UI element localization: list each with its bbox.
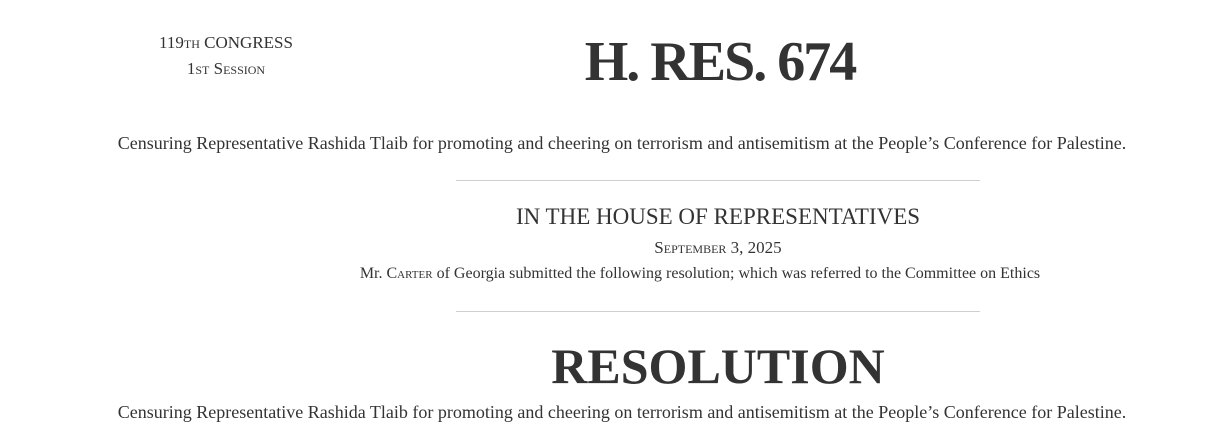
divider-top xyxy=(456,180,980,181)
congress-ordinal-suffix: th xyxy=(183,33,200,52)
resolution-heading: RESOLUTION xyxy=(551,338,885,394)
divider-bottom xyxy=(456,311,980,312)
session-number: 1 xyxy=(186,59,196,78)
official-title: Censuring Representative Rashida Tlaib for promoting and cheering on terrorism and antisemitism at the People’s Conference for Palestine. xyxy=(117,133,1127,153)
congress-word: CONGRESS xyxy=(204,33,293,52)
sponsor-text: of Georgia submitted the following resolution; which was referred to the Committee on Ethics xyxy=(436,265,1041,282)
sponsor-statement xyxy=(0,263,1220,285)
congress-number: 119 xyxy=(159,33,184,52)
session-ordinal-suffix: st xyxy=(195,59,210,78)
bill-number: H. RES. 674 xyxy=(584,31,856,93)
action-date: September 3, 2025 xyxy=(654,238,782,257)
resolution-text: Censuring Representative Rashida Tlaib for promoting and cheering on terrorism and antisemitism at the People’s Conference for Palestine. xyxy=(117,402,1127,422)
sponsor-prefix: Mr. xyxy=(359,265,383,282)
sponsor-name: Carter xyxy=(386,265,433,282)
chamber-heading: IN THE HOUSE OF REPRESENTATIVES xyxy=(515,204,921,229)
session-word: Session xyxy=(213,59,266,78)
